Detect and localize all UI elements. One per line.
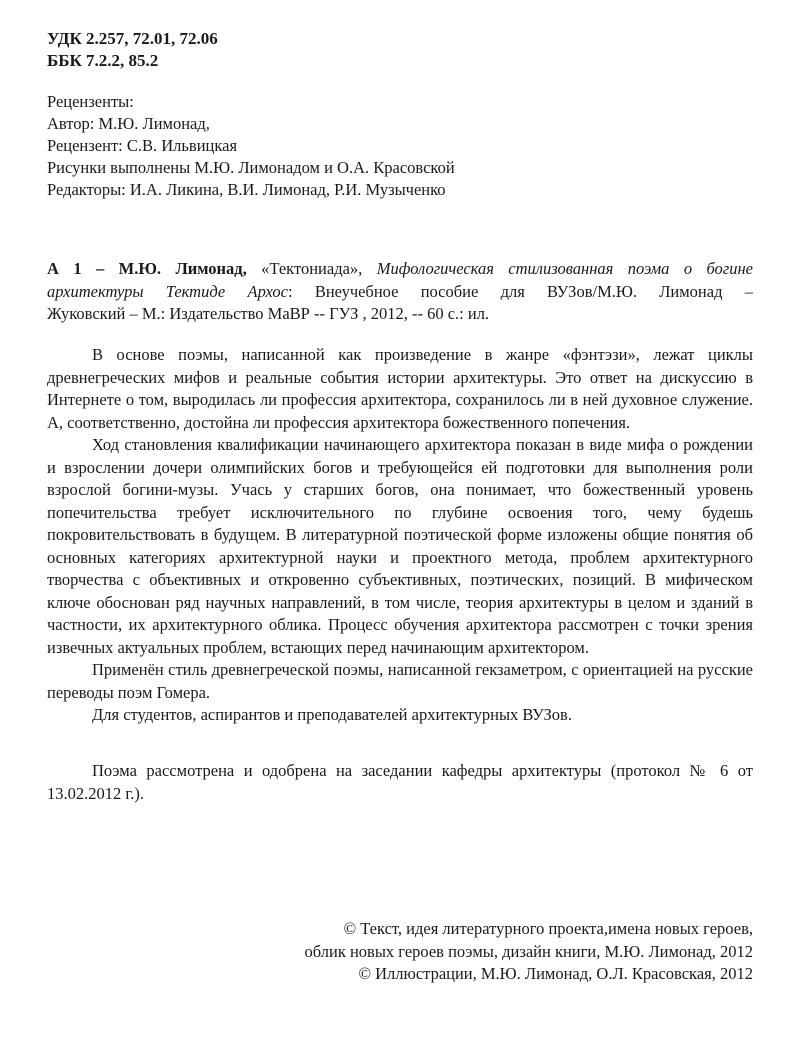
copyright-block — [305, 918, 753, 986]
abstract-paragraph-1: В основе поэмы, написанной как произведение в жанре «фэнтэзи», лежат циклы древнегреческих мифов и реальные события истории архитектуры. Это ответ на дискуссию в Интернете о том, выродилась ли профессия архитектора, сохранилось ли в ней духовное служение. А, соответственно, достойна ли профессия архитектора божественного попечения. — [47, 345, 753, 432]
citation-publication-part-1: : Внеучебное пособие для ВУЗов/М.Ю. Лимонад – — [287, 281, 753, 301]
citation-subtitle-part-2: архитектуры Тектиде Архос — [47, 281, 288, 301]
approval-text: Поэма рассмотрена и одобрена на заседании кафедры архитектуры (протокол № 6 от 13.02.2012 г.). — [47, 761, 753, 803]
copyright-line-3: © Иллюстрации, М.Ю. Лимонад, О.Л. Красовская, 2012 — [358, 964, 753, 983]
abstract-paragraph-3: Применён стиль древнегреческой поэмы, написанной гекзаметром, с ориентацией на русские переводы поэм Гомера. — [47, 660, 753, 702]
citation-subtitle-part-1: Мифологическая стилизованная поэма о богине — [376, 259, 753, 278]
reviewer-credit: Рецензент: С.В. Ильвицкая — [47, 136, 238, 155]
copyright-line-1: © Текст, идея литературного проекта,имена новых героев, — [343, 919, 753, 938]
citation-line-2 — [47, 281, 753, 304]
citation-title: «Тектониада», — [261, 259, 363, 278]
editors-credit: Редакторы: И.А. Ликина, В.И. Лимонад, Р.И. Музыченко — [47, 180, 446, 199]
classification-codes — [47, 28, 218, 72]
bbk-code: ББК 7.2.2, 85.2 — [47, 51, 159, 70]
illustrations-credit: Рисунки выполнены М.Ю. Лимонадом и О.А. Красовской — [47, 158, 455, 177]
udk-code: УДК 2.257, 72.01, 72.06 — [47, 29, 218, 48]
copyright-line-2: облик новых героев поэмы, дизайн книги, М.Ю. Лимонад, 2012 — [304, 941, 753, 961]
citation-line-1 — [47, 258, 753, 281]
citation-index: А 1 – — [47, 259, 105, 278]
bibliographic-citation — [47, 258, 753, 326]
citation-line-3: Жуковский – М.: Издательство МаВР -- ГУЗ , 2012, -- 60 с.: ил. — [47, 304, 490, 323]
citation-author: М.Ю. Лимонад, — [118, 259, 247, 278]
abstract-paragraph-2: Ход становления квалификации начинающего архитектора показан в виде мифа о рождении и взрослении дочери олимпийских богов и требующейся ей подготовки для выполнения роли взрослой богини-музы. Учась у старших богов, она понимает, что божественный уровень попечительства требует исключительного по глубине освоения того, чему будешь покровительствовать в будущем. В литературной поэтической форме изложены общие понятия об основных категориях архитектурной науки и проектного метода, проблем архитектурного творчества с объективных и откровенно субъективных, поэтических, позиций. В мифическом ключе обоснован ряд научных направлений, в том числе, теория архитектуры в целом и зданий в частности, их архитектурного облика. Процесс обучения архитектора рассмотрен с точки зрения извечных актуальных проблем, встающих перед начинающим архитектором. — [47, 435, 753, 657]
approval-note — [47, 760, 753, 805]
abstract — [47, 344, 753, 727]
reviewers-heading: Рецензенты: — [47, 92, 134, 111]
credits-block — [47, 91, 455, 201]
abstract-paragraph-4: Для студентов, аспирантов и преподавателей архитектурных ВУЗов. — [92, 705, 572, 724]
author-credit: Автор: М.Ю. Лимонад, — [47, 114, 210, 133]
